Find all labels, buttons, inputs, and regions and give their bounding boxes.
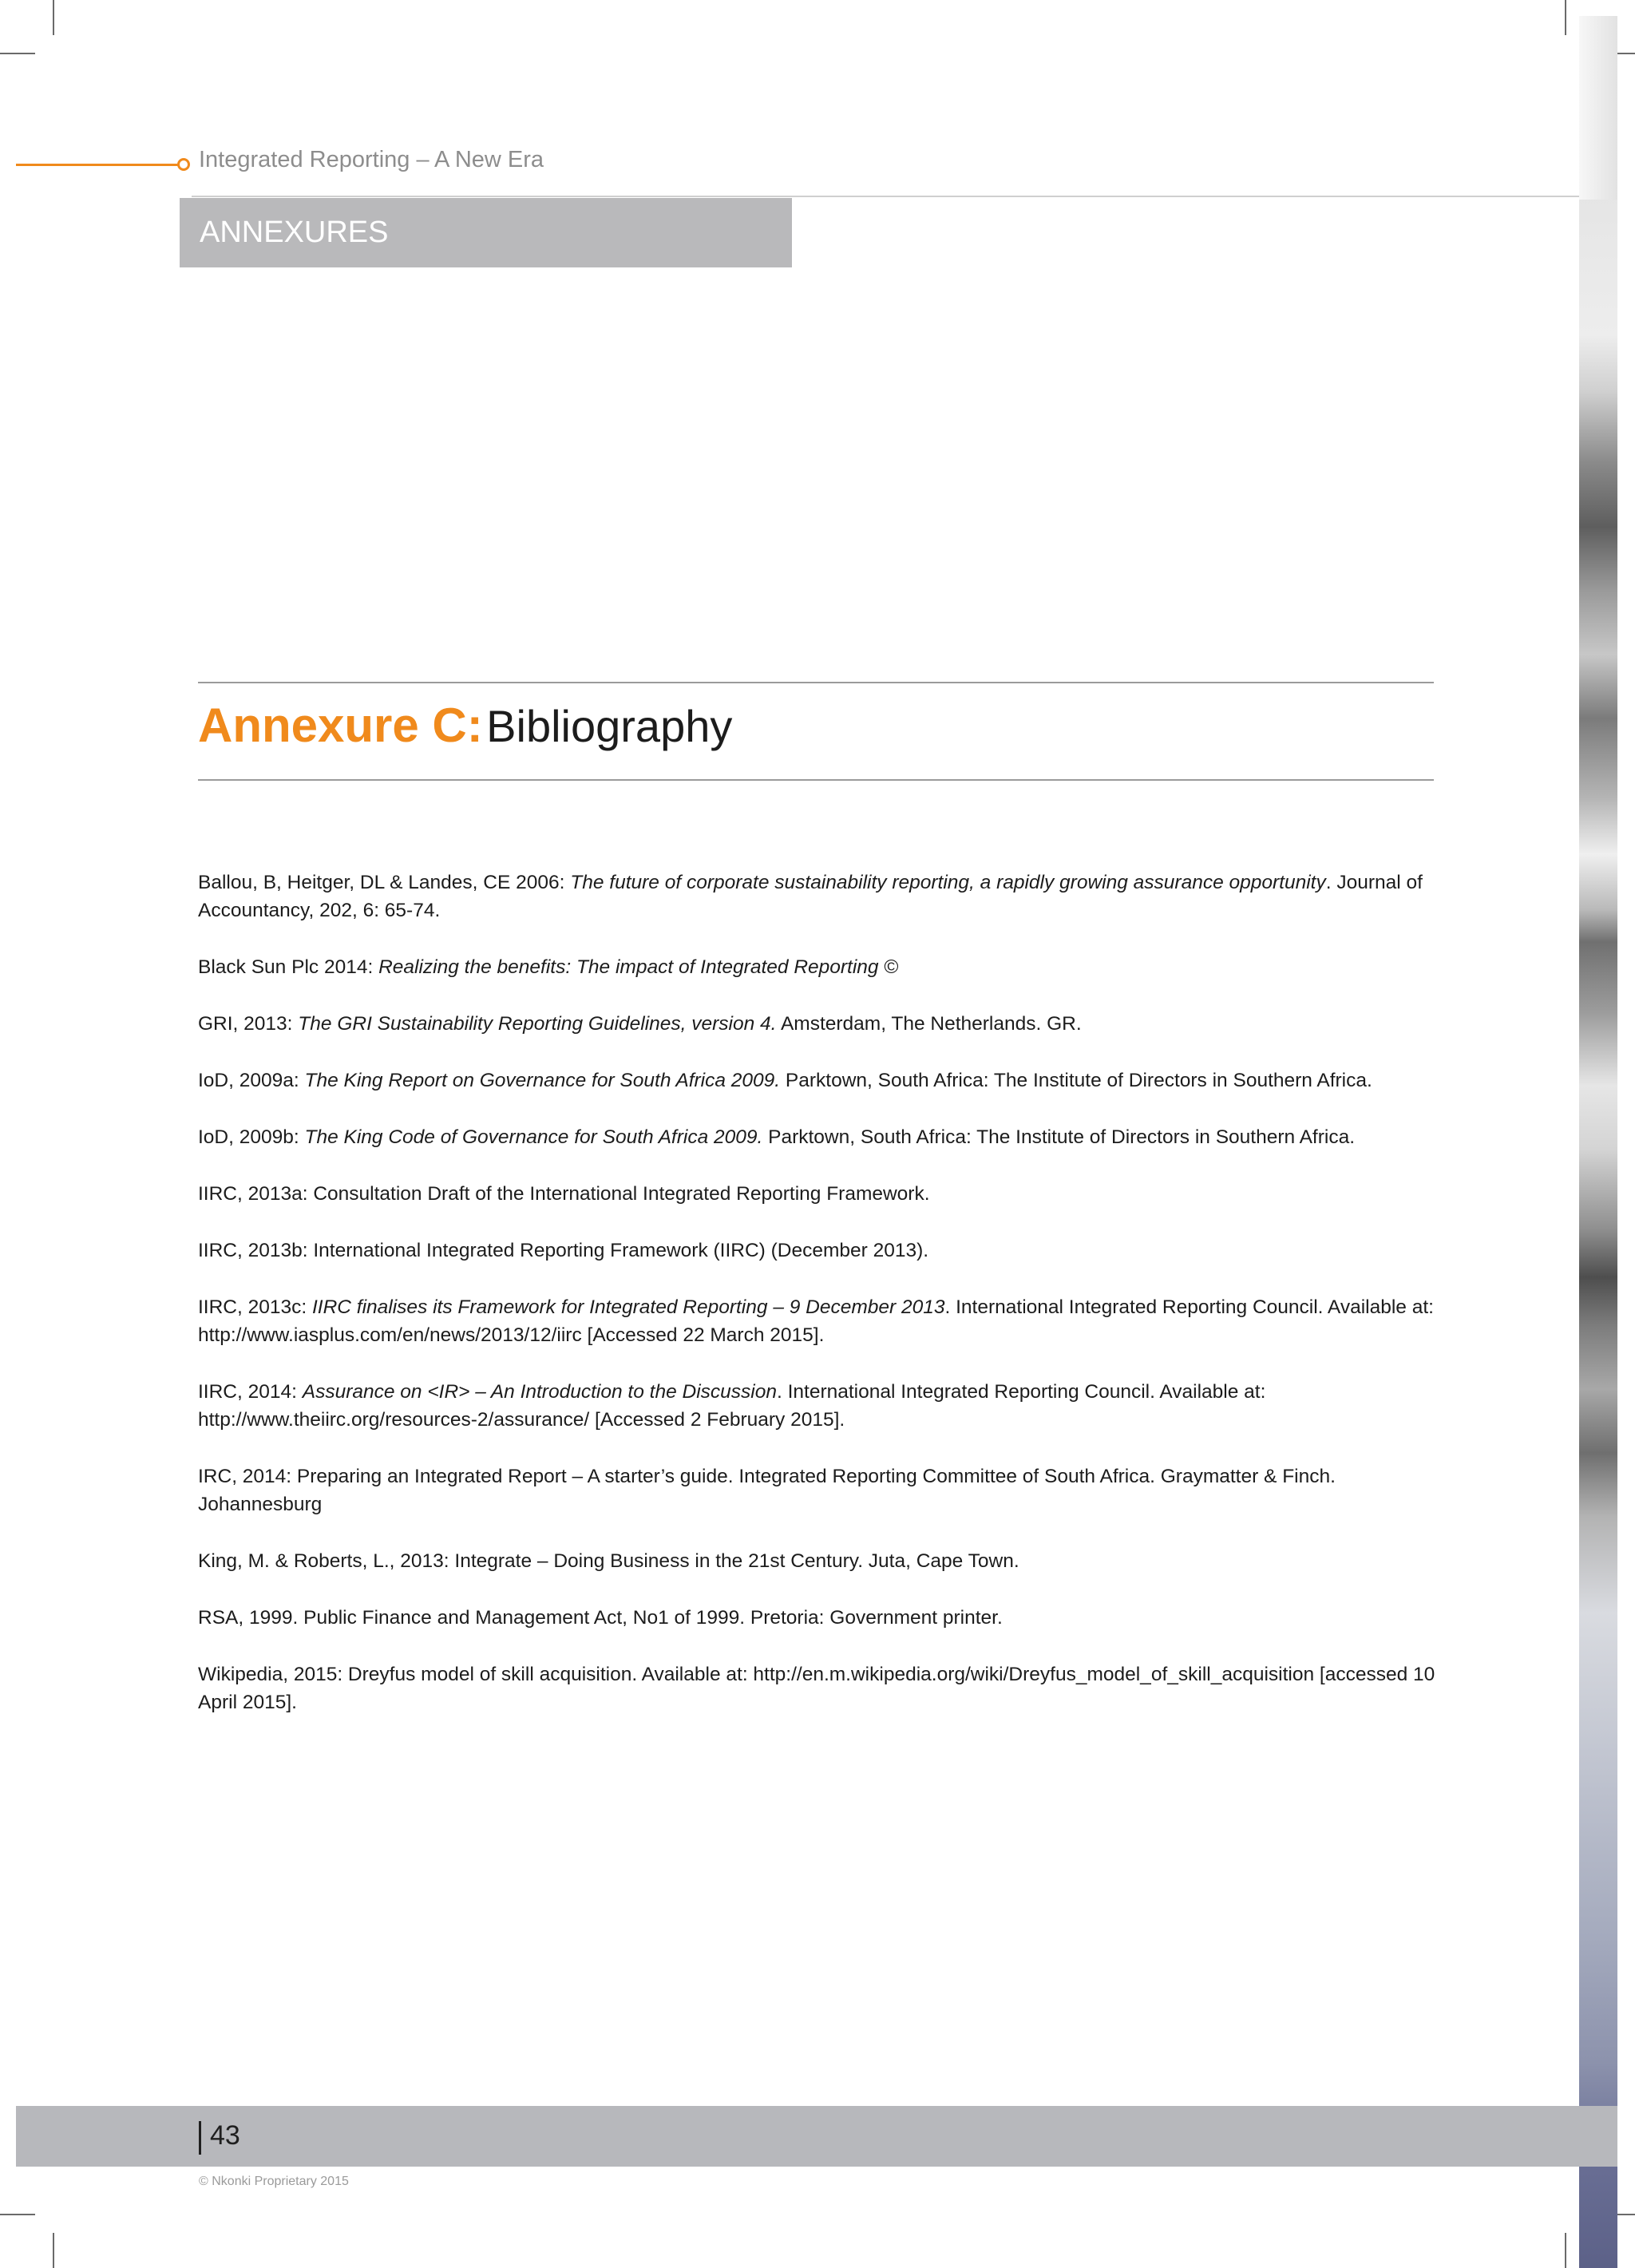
bibliography-entry: IIRC, 2014: Assurance on <IR> – An Introduction to the Discussion. International Integrated Reporting Council. Available at: http://www.theiirc.org/resources-2/assurance/ [Accessed 2 February 2015].: [198, 1381, 1266, 1431]
decorative-side-image-top: [1579, 16, 1617, 200]
page-title-annexure: Annexure C:: [198, 699, 483, 752]
page-title: [198, 698, 732, 753]
page-number: 43: [210, 2120, 240, 2151]
section-tab: [180, 198, 792, 267]
bibliography-entry: IIRC, 2013c: IIRC finalises its Framework for Integrated Reporting – 9 December 2013. International Integrated Reporting Council. Available at: http://www.iasplus.com/en/news/2013/12/iirc [Accessed 22 March 2015].: [198, 1296, 1434, 1346]
bibliography-list: [198, 869, 1443, 1745]
title-rule-bottom: [198, 779, 1434, 781]
crop-mark: [0, 2214, 35, 2215]
bibliography-entry: King, M. & Roberts, L., 2013: Integrate – Doing Business in the 21st Century. Juta, Cape Town.: [198, 1550, 1019, 1572]
header-accent-dot: [177, 158, 190, 171]
page-number-bar: [199, 2121, 201, 2155]
crop-mark: [1565, 0, 1566, 35]
bibliography-entry: GRI, 2013: The GRI Sustainability Reporting Guidelines, version 4. Amsterdam, The Netherlands. GR.: [198, 1013, 1082, 1035]
crop-mark: [53, 2233, 54, 2268]
crop-mark: [53, 0, 54, 35]
crop-mark: [0, 53, 35, 54]
publication-title: Integrated Reporting – A New Era: [199, 147, 544, 172]
footer-band: [16, 2106, 1617, 2167]
bibliography-entry: IRC, 2014: Preparing an Integrated Report – A starter’s guide. Integrated Reporting Committee of South Africa. Graymatter & Finch. Johannesburg: [198, 1466, 1336, 1515]
bibliography-entry: Black Sun Plc 2014: Realizing the benefits: The impact of Integrated Reporting ©: [198, 956, 899, 978]
page-title-subject: Bibliography: [486, 701, 733, 751]
bibliography-entry: Ballou, B, Heitger, DL & Landes, CE 2006: The future of corporate sustainability reporting, a rapidly growing assurance opportunity. Journal of Accountancy, 202, 6: 65-74.: [198, 872, 1423, 921]
copyright-notice: © Nkonki Proprietary 2015: [199, 2175, 349, 2188]
bibliography-entry: RSA, 1999. Public Finance and Management Act, No1 of 1999. Pretoria: Government printer.: [198, 1607, 1003, 1629]
header-accent-line: [16, 164, 179, 166]
bibliography-entry: IoD, 2009b: The King Code of Governance for South Africa 2009. Parktown, South Africa: The Institute of Directors in Southern Africa.: [198, 1126, 1356, 1148]
bibliography-entry: IIRC, 2013a: Consultation Draft of the International Integrated Reporting Framework.: [198, 1183, 930, 1205]
section-label: ANNEXURES: [200, 216, 389, 249]
crop-mark: [1565, 2233, 1566, 2268]
decorative-side-image: [1579, 16, 1617, 2268]
bibliography-entry: IoD, 2009a: The King Report on Governance for South Africa 2009. Parktown, South Africa: The Institute of Directors in Southern Africa.: [198, 1070, 1372, 1091]
header-divider: [192, 196, 1579, 197]
bibliography-entry: IIRC, 2013b: International Integrated Reporting Framework (IIRC) (December 2013).: [198, 1240, 929, 1261]
bibliography-entry: Wikipedia, 2015: Dreyfus model of skill acquisition. Available at: http://en.m.wikipedia.org/wiki/Dreyfus_model_of_skill_acquisition [accessed 10 April 2015].: [198, 1664, 1435, 1713]
title-rule-top: [198, 682, 1434, 683]
